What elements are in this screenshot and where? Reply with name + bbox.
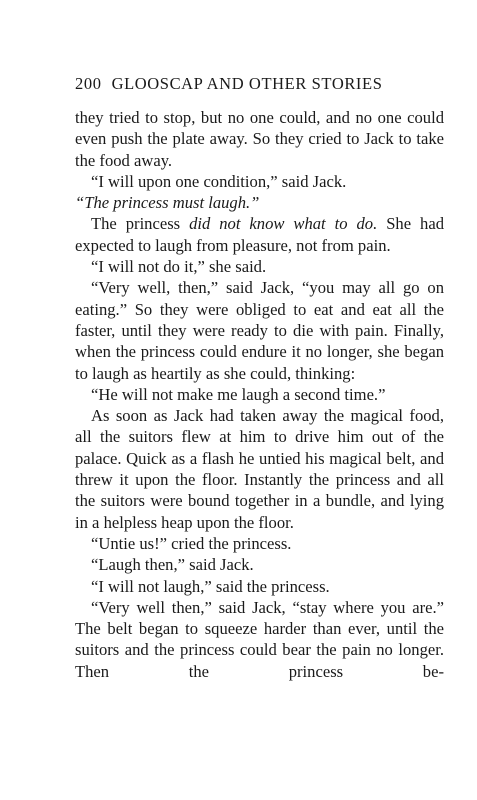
paragraph: As soon as Jack had taken away the magical food, all the suitors flew at him to drive him out of the palace. Quick as a flash he untied his magical belt, and threw it upon the floor. Instantly the princess and all the suitors were bound together in a bundle, and lying in a helpless heap upon the floor. bbox=[75, 406, 444, 532]
paragraph: “Laugh then,” said Jack. bbox=[91, 555, 254, 575]
paragraph-text: She had expected to laugh from pleasure, not from pain. bbox=[75, 214, 444, 255]
paragraph: “I will not do it,” she said. bbox=[91, 257, 267, 277]
paragraph: “Very well, then,” said Jack, “you may all go on eating.” So they were obliged to eat and eat all the faster, until they were ready to die with pain. Finally, when the princess could endure it no longer, she began to laugh as heartily as she could, thinking: bbox=[75, 278, 444, 383]
body-text bbox=[75, 107, 444, 682]
paragraph: “Very well then,” said Jack, “stay where you are.” The belt began to squeeze harder than ever, until the suitors and the princess could bear the pain no longer. Then the princess be- bbox=[75, 597, 444, 681]
italic-line: “The princess must laugh.” bbox=[75, 193, 260, 213]
paragraph-text: The princess bbox=[91, 214, 190, 234]
paragraph: “I will upon one condition,” said Jack. bbox=[91, 171, 347, 191]
paragraph bbox=[75, 213, 444, 256]
italic-phrase: did not know what to do. bbox=[189, 214, 378, 234]
running-title: GLOOSCAP AND OTHER STORIES bbox=[111, 74, 383, 93]
paragraph: “Untie us!” cried the princess. bbox=[91, 533, 292, 553]
paragraph: “I will not laugh,” said the princess. bbox=[91, 576, 330, 596]
paragraph: “He will not make me laugh a second time.” bbox=[91, 384, 386, 404]
paragraph: they tried to stop, but no one could, and no one could even push the plate away. So they cried to Jack to take the food away. bbox=[75, 108, 444, 170]
page-number: 200 bbox=[75, 74, 102, 93]
running-head bbox=[75, 74, 447, 94]
